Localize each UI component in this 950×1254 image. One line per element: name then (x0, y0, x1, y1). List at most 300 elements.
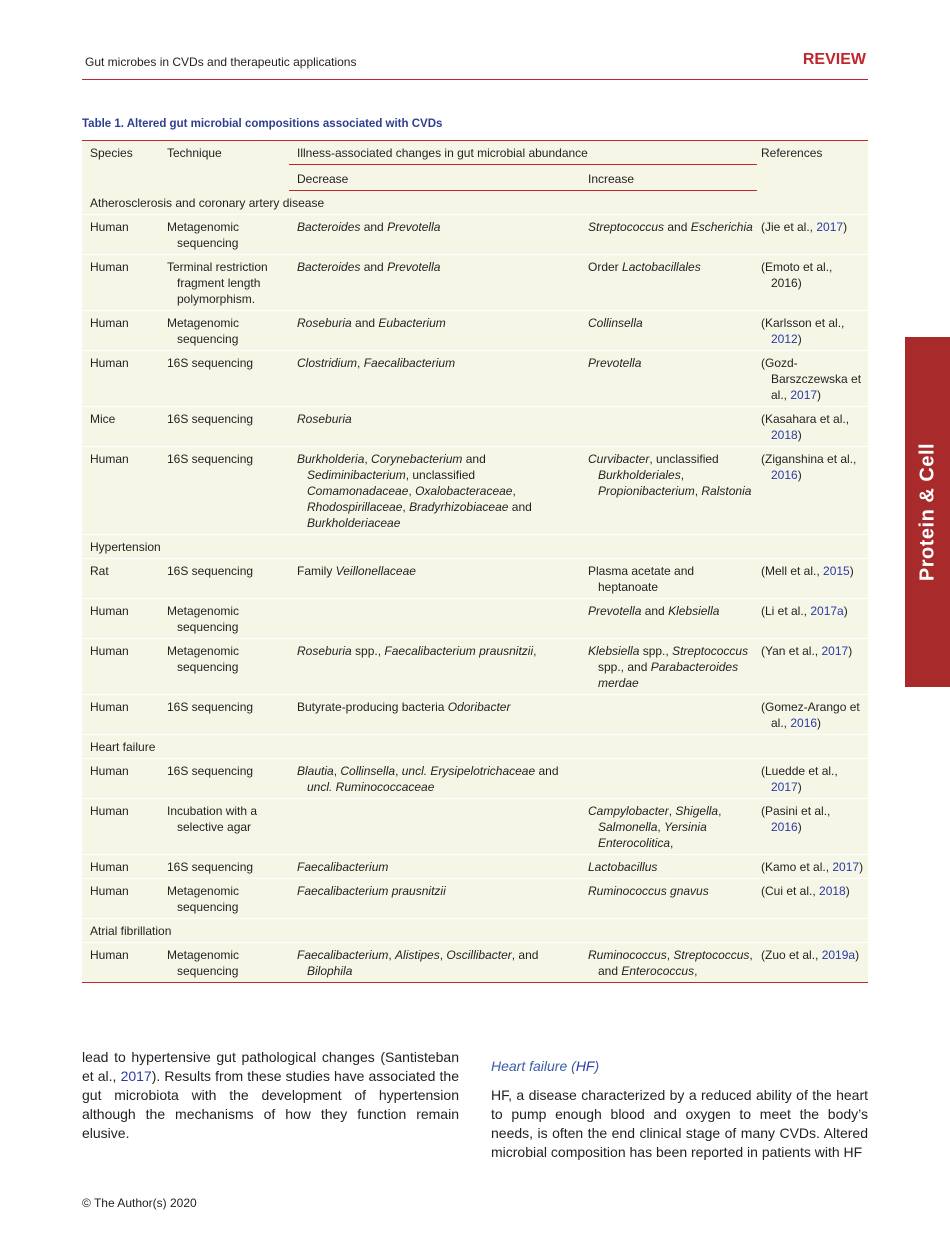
reference-text (761, 947, 864, 963)
reference-authors: (Gozd-Barszczewska et al., (761, 356, 862, 402)
reference-cell (757, 447, 868, 535)
column-header-increase: Increase (584, 165, 757, 191)
taxon-fragment: uncl. Erysipelotrichaceae (401, 764, 536, 778)
reference-text (761, 259, 864, 291)
taxa-text (297, 859, 580, 875)
taxon-fragment: Parabacteroides merdae (598, 660, 739, 690)
reference-authors: (Gomez-Arango et al., (761, 700, 860, 730)
reference-year-link[interactable]: 2016 (771, 820, 798, 834)
increase-cell (584, 255, 757, 311)
taxon-fragment: , (718, 804, 722, 818)
reference-year-link[interactable]: 2016 (771, 468, 798, 482)
technique-text: Metagenomic sequencing (167, 604, 240, 634)
left-paragraph-part-b: ). Results from these studies have associated the gut microbiota with the development of hypertension although the mechanisms of how they function remain elusive. (82, 1068, 459, 1141)
column-header-changes: Illness-associated changes in gut microbial abundance (289, 141, 757, 165)
decrease-cell (289, 879, 584, 919)
citation-link[interactable]: 2017 (120, 1068, 152, 1084)
reference-year-link[interactable]: 2017 (790, 388, 818, 402)
section-heading: Atrial fibrillation (82, 919, 868, 943)
technique-text: Metagenomic sequencing (167, 948, 240, 978)
table-section-row (82, 735, 868, 759)
technique-text: 16S sequencing (167, 860, 254, 874)
taxon-fragment: Faecalibacterium prausnitzii (384, 644, 534, 658)
section-heading: Heart failure (82, 735, 868, 759)
taxon-fragment: Streptococcus (672, 644, 749, 658)
reference-cell (757, 799, 868, 855)
technique-text: Metagenomic sequencing (167, 316, 240, 346)
table-row (82, 599, 868, 639)
taxon-fragment: , (408, 484, 416, 498)
taxon-fragment: Enterococcus (621, 964, 695, 978)
reference-year-link[interactable]: 2017 (832, 860, 860, 874)
taxon-fragment: Klebsiella (668, 604, 720, 618)
species-cell: Human (90, 700, 129, 714)
table-row (82, 559, 868, 599)
technique-cell (159, 695, 289, 735)
decrease-cell (289, 559, 584, 599)
column-header-technique: Technique (167, 146, 222, 160)
reference-text (761, 699, 864, 731)
table-row (82, 759, 868, 799)
table-row (82, 695, 868, 735)
right-paragraph: HF, a disease characterized by a reduced ability of the heart to pump enough blood and oxygen to meet the body’s needs, is often the end clinical stage of many CVDs. Altered microbial composition has been reported in patients with HF (491, 1087, 868, 1160)
section-label: REVIEW (802, 51, 866, 68)
taxon-fragment: Prevotella (387, 260, 441, 274)
taxa-text (297, 355, 580, 371)
decrease-cell (289, 855, 584, 879)
reference-cell (757, 695, 868, 735)
journal-side-tab-label: Protein & Cell (916, 442, 938, 582)
technique-text: 16S sequencing (167, 452, 254, 466)
taxon-fragment: Roseburia (297, 412, 352, 426)
increase-cell (584, 447, 757, 535)
taxon-fragment: Alistipes (395, 948, 440, 962)
reference-cell (757, 855, 868, 879)
taxon-fragment: , (533, 644, 537, 658)
decrease-cell (289, 943, 584, 983)
taxon-fragment: Lactobacillus (588, 860, 658, 874)
species-cell: Human (90, 356, 129, 370)
decrease-cell (289, 351, 584, 407)
reference-text (761, 763, 864, 795)
species-cell: Human (90, 260, 129, 274)
taxon-fragment: Bilophila (307, 964, 353, 978)
taxon-fragment: and (360, 220, 388, 234)
reference-authors: (Ziganshina et al., (761, 452, 857, 466)
reference-text (761, 355, 864, 403)
taxon-fragment: Oscillibacter (446, 948, 512, 962)
taxon-fragment: Ralstonia (701, 484, 752, 498)
reference-close: ) (797, 780, 802, 794)
taxon-fragment: Butyrate-producing bacteria (297, 700, 448, 714)
taxon-fragment: and (508, 500, 532, 514)
taxa-text (297, 643, 580, 659)
reference-close: ) (859, 860, 864, 874)
reference-authors: (Cui et al., (761, 884, 820, 898)
section-heading-heart-failure (491, 1058, 599, 1074)
reference-cell (757, 255, 868, 311)
species-cell: Human (90, 452, 129, 466)
taxon-fragment: , (668, 804, 676, 818)
reference-text (761, 883, 864, 899)
reference-year-link[interactable]: 2017a (810, 604, 844, 618)
taxon-fragment: , (333, 764, 341, 778)
taxa-text (297, 699, 580, 715)
reference-close: ) (855, 948, 860, 962)
taxon-fragment: and (360, 260, 388, 274)
table-row (82, 255, 868, 311)
microbial-composition-table (82, 140, 868, 983)
heading-abbr[interactable]: HF (575, 1058, 595, 1074)
column-header-species: Species (90, 146, 133, 160)
increase-cell (584, 799, 757, 855)
technique-cell (159, 559, 289, 599)
taxon-fragment: spp., (351, 644, 385, 658)
increase-cell (584, 559, 757, 599)
technique-cell (159, 255, 289, 311)
taxon-fragment: Salmonella (598, 820, 658, 834)
taxa-text (588, 315, 753, 331)
taxon-fragment: Burkholderiaceae (307, 516, 401, 530)
taxon-fragment: , (364, 452, 372, 466)
taxon-fragment: Streptococcus (673, 948, 750, 962)
taxon-fragment: Ruminococcus gnavus (588, 884, 709, 898)
decrease-cell (289, 215, 584, 255)
table-row (82, 215, 868, 255)
decrease-cell (289, 447, 584, 535)
taxa-text (588, 859, 753, 875)
technique-cell (159, 215, 289, 255)
reference-close: ) (843, 604, 848, 618)
taxon-fragment: Family (297, 564, 336, 578)
increase-cell (584, 311, 757, 351)
taxon-fragment: Oxalobacteraceae (415, 484, 513, 498)
taxa-text (297, 411, 580, 427)
taxon-fragment: Clostridium (297, 356, 358, 370)
reference-text (761, 859, 864, 875)
table-row (82, 855, 868, 879)
taxa-text (588, 259, 753, 275)
taxon-fragment: Eubacterium (378, 316, 446, 330)
technique-text: Terminal restriction fragment length polymorphism. (167, 260, 268, 306)
taxon-fragment: Burkholderiales (598, 468, 681, 482)
increase-cell (584, 879, 757, 919)
reference-text (761, 219, 864, 235)
taxon-fragment: , (357, 356, 364, 370)
taxon-fragment: Collinsella (588, 316, 643, 330)
reference-close: ) (845, 884, 850, 898)
technique-cell (159, 943, 289, 983)
species-cell: Human (90, 764, 129, 778)
taxon-fragment: Klebsiella (588, 644, 640, 658)
technique-cell (159, 599, 289, 639)
species-cell: Human (90, 884, 129, 898)
reference-cell (757, 599, 868, 639)
taxon-fragment: Sediminibacterium (307, 468, 406, 482)
reference-authors: (Karlsson et al., (761, 316, 845, 330)
taxon-fragment: Roseburia (297, 644, 352, 658)
technique-cell (159, 759, 289, 799)
taxon-fragment: Faecalibacterium prausnitzii (297, 884, 446, 898)
table-row (82, 943, 868, 983)
section-heading: Hypertension (82, 535, 868, 559)
reference-close: ) (817, 388, 822, 402)
taxon-fragment: Collinsella (340, 764, 396, 778)
decrease-cell (289, 407, 584, 447)
reference-year-link[interactable]: 2018 (819, 884, 846, 898)
increase-cell (584, 759, 757, 799)
reference-cell (757, 407, 868, 447)
reference-close: ) (797, 276, 802, 290)
table-row (82, 311, 868, 351)
reference-authors: (Kasahara et al., (761, 412, 850, 426)
species-cell: Human (90, 948, 129, 962)
reference-authors: (Yan et al., (761, 644, 822, 658)
species-cell: Human (90, 220, 129, 234)
taxon-fragment: Bacteroides (297, 260, 361, 274)
table-row (82, 447, 868, 535)
table-row (82, 407, 868, 447)
taxa-text (297, 451, 580, 531)
taxon-fragment: Campylobacter (588, 804, 669, 818)
reference-text (761, 563, 864, 579)
increase-cell (584, 599, 757, 639)
decrease-cell (289, 799, 584, 855)
taxa-text (297, 947, 580, 979)
table-row (82, 351, 868, 407)
species-cell: Human (90, 644, 129, 658)
technique-text: Metagenomic sequencing (167, 884, 240, 914)
taxon-fragment: Curvibacter (588, 452, 650, 466)
decrease-cell (289, 599, 584, 639)
species-cell: Human (90, 316, 129, 330)
reference-close: ) (817, 716, 822, 730)
taxon-fragment: Yersinia Enterocolitica (598, 820, 707, 850)
heading-part-a: Heart failure ( (491, 1058, 576, 1074)
taxon-fragment: , (657, 820, 665, 834)
taxa-text (588, 803, 753, 851)
taxon-fragment: Burkholderia (297, 452, 365, 466)
taxon-fragment: , unclassified (405, 468, 476, 482)
reference-text (761, 803, 864, 835)
technique-text: Incubation with a selective agar (167, 804, 258, 834)
taxa-text (588, 643, 753, 691)
reference-close: ) (843, 220, 848, 234)
table-row (82, 799, 868, 855)
taxon-fragment: and (641, 604, 669, 618)
reference-text (761, 315, 864, 347)
taxon-fragment: and (664, 220, 691, 234)
reference-close: ) (797, 820, 802, 834)
technique-cell (159, 879, 289, 919)
left-paragraph-part-a: lead to hypertensive gut pathological changes (Santisteban et al., (82, 1049, 459, 1084)
left-column-text (82, 1048, 459, 1143)
technique-cell (159, 351, 289, 407)
taxon-fragment: , (694, 484, 702, 498)
technique-text: 16S sequencing (167, 356, 254, 370)
taxon-fragment: Prevotella (588, 356, 642, 370)
decrease-cell (289, 311, 584, 351)
decrease-cell (289, 759, 584, 799)
taxa-text (297, 219, 580, 235)
taxon-fragment: Order (588, 260, 623, 274)
taxa-text (297, 883, 580, 899)
reference-cell (757, 559, 868, 599)
taxon-fragment: Corynebacterium (371, 452, 463, 466)
increase-cell (584, 695, 757, 735)
technique-cell (159, 447, 289, 535)
species-cell: Human (90, 604, 129, 618)
reference-year-link: 2016 (771, 276, 798, 290)
table-row (82, 639, 868, 695)
taxon-fragment: , and (598, 948, 753, 978)
table-row (82, 879, 868, 919)
taxon-fragment: Comamonadaceae (307, 484, 409, 498)
taxon-fragment: , (439, 948, 447, 962)
taxon-fragment: Escherichia (690, 220, 753, 234)
reference-text (761, 643, 864, 659)
taxa-text (297, 259, 580, 275)
taxon-fragment: Roseburia (297, 316, 352, 330)
column-header-references: References (761, 146, 823, 160)
taxon-fragment: Prevotella (588, 604, 642, 618)
taxon-fragment: , and (511, 948, 539, 962)
taxon-fragment: and (462, 452, 486, 466)
reference-close: ) (797, 428, 802, 442)
reference-cell (757, 639, 868, 695)
reference-cell (757, 879, 868, 919)
taxa-text (297, 315, 580, 331)
technique-text: Metagenomic sequencing (167, 220, 240, 250)
technique-text: 16S sequencing (167, 700, 254, 714)
reference-authors: (Li et al., (761, 604, 811, 618)
copyright-footer: © The Author(s) 2020 (82, 1196, 197, 1210)
column-header-decrease: Decrease (289, 165, 584, 191)
taxon-fragment: , (402, 500, 410, 514)
table-section-row (82, 535, 868, 559)
taxa-text (588, 219, 753, 235)
taxon-fragment: Veillonellaceae (335, 564, 416, 578)
increase-cell (584, 855, 757, 879)
taxon-fragment: uncl. Ruminococcaceae (307, 780, 435, 794)
reference-year-link[interactable]: 2017 (816, 220, 844, 234)
taxa-text (588, 883, 753, 899)
reference-cell (757, 351, 868, 407)
reference-year-link[interactable]: 2017 (821, 644, 849, 658)
taxon-fragment: Faecalibacterium (297, 948, 389, 962)
decrease-cell (289, 639, 584, 695)
decrease-cell (289, 255, 584, 311)
technique-text: 16S sequencing (167, 564, 254, 578)
taxon-fragment: spp., and (598, 660, 651, 674)
reference-authors: (Zuo et al., (761, 948, 822, 962)
taxa-text (588, 947, 753, 979)
increase-cell (584, 639, 757, 695)
taxon-fragment: Bacteroides (297, 220, 361, 234)
reference-close: ) (848, 644, 853, 658)
section-heading: Atherosclerosis and coronary artery disease (82, 191, 868, 215)
reference-close: ) (797, 468, 802, 482)
table-title: Table 1. Altered gut microbial compositions associated with CVDs (82, 118, 443, 130)
technique-cell (159, 311, 289, 351)
taxon-fragment: and (535, 764, 559, 778)
taxon-fragment: Shigella (675, 804, 719, 818)
taxon-fragment: Odoribacter (447, 700, 511, 714)
table-section-row (82, 919, 868, 943)
technique-text: Metagenomic sequencing (167, 644, 240, 674)
technique-cell (159, 799, 289, 855)
taxon-fragment: Propionibacterium (598, 484, 695, 498)
journal-side-tab (905, 337, 950, 687)
reference-close: ) (849, 564, 854, 578)
increase-cell (584, 943, 757, 983)
species-cell: Human (90, 860, 129, 874)
taxon-fragment: and (351, 316, 379, 330)
reference-year-link[interactable]: 2019a (821, 948, 856, 962)
reference-cell (757, 215, 868, 255)
decrease-cell (289, 695, 584, 735)
reference-cell (757, 759, 868, 799)
reference-text (761, 603, 864, 619)
taxa-text (588, 355, 753, 371)
taxon-fragment: Lactobacillales (622, 260, 701, 274)
technique-text: 16S sequencing (167, 412, 254, 426)
reference-cell (757, 311, 868, 351)
increase-cell (584, 351, 757, 407)
taxon-fragment: Prevotella (387, 220, 441, 234)
taxa-text (588, 563, 753, 595)
reference-year-link[interactable]: 2017 (771, 780, 798, 794)
reference-year-link[interactable]: 2015 (823, 564, 850, 578)
reference-year-link[interactable]: 2016 (790, 716, 818, 730)
taxon-fragment: , (666, 948, 674, 962)
reference-authors: (Pasini et al., (761, 804, 831, 818)
technique-cell (159, 407, 289, 447)
running-title: Gut microbes in CVDs and therapeutic applications (85, 55, 357, 69)
taxa-text (588, 451, 753, 499)
table-section-row (82, 191, 868, 215)
taxa-text (297, 563, 580, 579)
reference-authors: (Kamo et al., (761, 860, 833, 874)
increase-cell (584, 215, 757, 255)
taxon-fragment: Faecalibacterium (363, 356, 456, 370)
reference-authors: (Mell et al., (761, 564, 824, 578)
reference-text (761, 451, 864, 483)
species-cell: Human (90, 804, 129, 818)
taxon-fragment: Blautia (297, 764, 334, 778)
taxon-fragment: Faecalibacterium (297, 860, 389, 874)
taxon-fragment: Rhodospirillaceae (307, 500, 403, 514)
technique-cell (159, 639, 289, 695)
taxon-fragment: , (512, 484, 516, 498)
reference-authors: (Jie et al., (761, 220, 817, 234)
taxon-fragment: Ruminococcus (588, 948, 667, 962)
reference-authors: (Emoto et al., (761, 260, 833, 274)
table-header-row (82, 141, 868, 165)
heading-part-b: ) (594, 1058, 600, 1074)
reference-cell (757, 943, 868, 983)
reference-year-link[interactable]: 2018 (771, 428, 798, 442)
technique-text: 16S sequencing (167, 764, 254, 778)
taxon-fragment: , (694, 964, 698, 978)
taxon-fragment: Bradyrhizobiaceae (409, 500, 509, 514)
header-rule (82, 79, 868, 80)
reference-year-link[interactable]: 2012 (771, 332, 798, 346)
taxon-fragment: Plasma acetate and heptanoate (588, 564, 695, 594)
table-body (82, 191, 868, 983)
reference-authors: (Luedde et al., (761, 764, 838, 778)
taxon-fragment: , unclassified (649, 452, 719, 466)
